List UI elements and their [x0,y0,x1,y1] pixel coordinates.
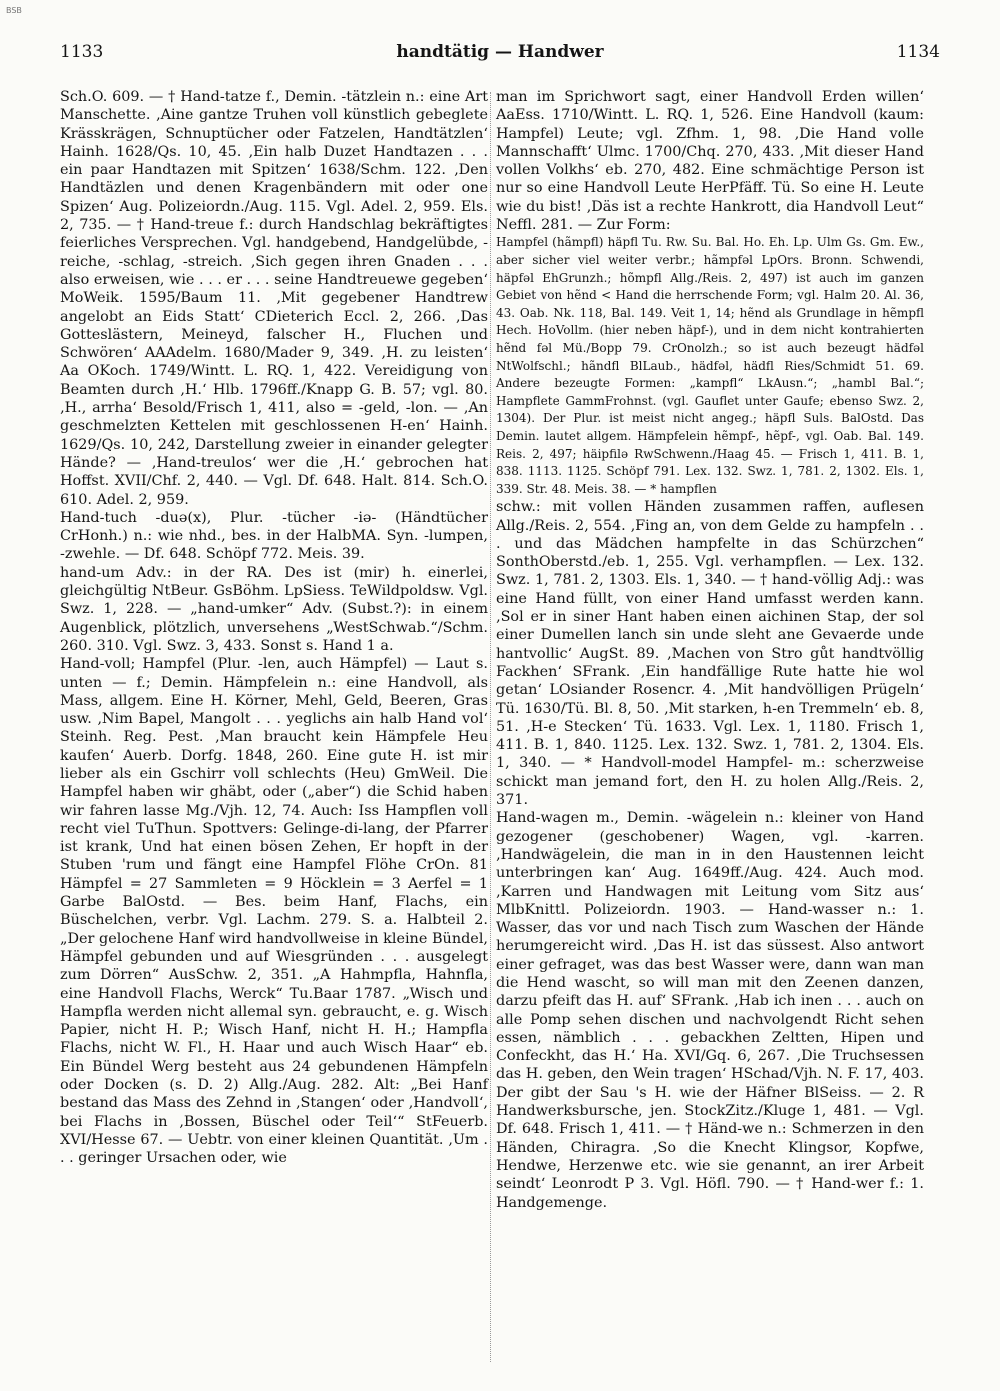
column-divider [490,92,491,1362]
right-page-number: 1134 [896,42,940,62]
page-header [60,42,940,72]
entry-hand-um: hand-um Adv.: in der RA. Des ist (mir) h. einerlei, gleichgültig NtBeur. GsBöhm. LpSiess. TeWildpoldsw. Vgl. Swz. 1, 228. — „hand-umker“ Adv. (Subst.?): in einem Augenblick, plötzlich, unversehens „WestSchwab.“/Schm. 260. 310. Vgl. Swz. 3, 433. Sonst s. Hand 1 a. [60,564,488,654]
library-stamp: BSB [6,6,22,15]
running-head: handtätig — Handwer [396,42,604,62]
right-column [496,88,924,1212]
entry-hand-voll-cont: man im Sprichwort sagt, einer Handvoll Erden willen‘ AaEss. 1710/Wintt. L. RQ. 1, 526. Eine Handvoll (kaum: Hampfel) Leute; vgl. Zfhm. 1, 98. ‚Die Hand volle Mannschafft‘ Ulmc. 1700/Chq. 270, 433. ‚Mit dieser Hand vollen Volkhs‘ eb. 270, 482. Eine schmächtige Person ist nur so eine Handvoll Leute HerPfäff. Tü. So eine H. Leute wie du bist! ‚Däs ist a rechte Hankrott, dia Handvoll Leut“ Neffl. 281. — Zur Form: [496,89,924,234]
form-notes: Hampfel (hãmpfl) häpfl Tu. Rw. Su. Bal. Ho. Eh. Lp. Ulm Gs. Gm. Ew., aber sicher viel weiter verbr.; hãmpfəl LpOrs. Bronn. Schwendi, häpfəl EhGrunzh.; hõmpfl Allg./Reis. 2, 497) ist auch im ganzen Gebiet von hẽnd < Hand die herrschende Form; vgl. Halm 20. Al. 36, 43. Oab. Nk. 118, Bal. 149. Veit 1, 14; hẽnd als Grundlage in hẽmpfl Hech. HoVollm. (hier neben häpf-), und in dem nicht kontrahierten hẽnd fəl Mü./Bopp 79. CrOnolzh.; so ist auch bezeugt hädfəl NtWolfschl.; hãndfl BlLaub., hädfəl, hädfl Ries/Schmidt 51. 69. Andere bezeugte Formen: „kampfl“ LkAusn.“; „hambl Bal.“; Hampflete GammFrohnst. (vgl. Gauflet unter Gaufe; ebenso Swz. 2, 1304). Der Plur. ist meist nicht angeg.; häpfl Suls. BalOstd. Das Demin. lautet allgem. Hämpfelein hẽmpf-, hẽpf-, vgl. Oab. Bal. 149. Reis. 2, 497; häipfilə RwSchwenn./Haag 45. — Frisch 1, 411. B. 1, 838. 1113. 1125. Schöpf 791. Lex. 132. Swz. 1, 781. 2, 1302. Els. 1, 339. Str. 48. Meis. 38. — * hampflen [496,235,924,496]
left-page-number: 1133 [60,42,104,62]
entry-hand-wagen: Hand-wagen m., Demin. -wägelein n.: kleiner von Hand gezogener (geschobener) Wagen, vgl. -karren. ‚Handwägelein, die man in in den Haustennen leicht unterbringen kan‘ Aug. 1649ff./Aug. 424. Auch mod. ‚Karren und Handwagen mit Leitung vom Sitz aus‘ MlbKnittl. Polizeiordn. 1903. — Hand-wasser n.: 1. Wasser, das vor und nach Tisch zum Waschen der Hände herumgereicht wird. ‚Das H. ist das süssest. Also antwort einer gefraget, was das best Wasser were, dann wan man die Hend wascht, so will man mit den Zeenen danzen, darzu pfeift das H. auf‘ SFrank. ‚Hab ich inen . . . auch on alle Pomp sehen dischen und nachvolgendt Richt sehen essen, nämblich . . . gebackhen Zeltten, Hipen und Confeckht, das H.‘ Ha. XVI/Gq. 6, 267. ‚Die Truchsessen das H. geben, den Wein tragen‘ HSchad/Vjh. N. F. 17, 403. Der gibt der Sau 's H. wie der Häfner BlSeiss. — 2. R Handwerksbursche, jen. StockZitz./Kluge 1, 481. — Vgl. Df. 648. Frisch 1, 411. — † Händ-we n.: Schmerzen in den Händen, Chiragra. ‚So die Knecht Klingsor, Kopfwe, Hendwe, Herzenwe etc. wie sie genannt, an irer Arbeit seindt‘ Leonrodt P 3. Vgl. Höfl. 790. — † Hand-wer f.: 1. Handgemenge. [496,810,924,1211]
left-column [60,88,488,1168]
entry-hampflen: schw.: mit vollen Händen zusammen raffen, auflesen Allg./Reis. 2, 554. ‚Fing an, von dem Gelde zu hampfeln . . . und das Mädchen hampfelte in das Schürzchen“ SonthOberstd./eb. 1, 255. Vgl. verhampflen. — Lex. 132. Swz. 1, 781. 2, 1303. Els. 1, 340. — † hand-völlig Adj.: was eine Hand füllt, von einer Hand umfasst werden kann. ‚Sol er in siner Hant haben einen aichinen Stap, der sol einer Dumellen lanch sin unde sleht ane Gevaerde unde hantvollic‘ AugSt. 89. ‚Machen von Stro gůt handtvöllig Fackhen‘ SFrank. ‚Ein handfällige Rute hatte hie wol getan‘ LOsiander Rosencr. 4. ‚Mit handvölligen Prügeln‘ Tü. 1630/Tü. Bl. 8, 50. ‚Mit starken, h-en Tremmeln‘ eb. 8, 51. ‚H-e Stecken‘ Tü. 1633. Vgl. Lex. 1, 1180. Frisch 1, 411. B. 1, 840. 1125. Lex. 132. Swz. 1, 781. 2, 1304. Els. 1, 340. — * Handvoll-model Hampfel- m.: scherzweise schickt man jemand fort, den H. zu holen Allg./Reis. 2, 371. [496,499,924,809]
entry-hand-tuch: Hand-tuch -duə(x), Plur. -tücher -iə- (Händtücher CrHonh.) n.: wie nhd., bes. in der HalbMA. Syn. -lumpen, -zwehle. — Df. 648. Schöpf 772. Meis. 39. [60,509,488,563]
entry-hand-voll: Hand-voll; Hampfel (Plur. -len, auch Hämpfel) — Laut s. unten — f.; Demin. Hämpfelein n.: eine Handvoll, als Mass, allgem. Eine H. Körner, Mehl, Geld, Beeren, Gras usw. ‚Nim Bapel, Mangolt . . . yeglichs ain halb Hand vol‘ Steinh. Reg. Pest. ‚Man braucht kein Hämpfele Heu kaufen‘ Auerb. Dorfg. 1848, 260. Eine gute H. ist mir lieber als ein Gschirr voll schlechts (Heu) GmWeil. Die Hampfel haben wir ghäbt, oder („aber“) die Schid haben wir fahren lasse Mg./Vjh. 12, 74. Auch: Iss Hampflen voll recht viel TuThun. Spottvers: Gelinge-di-lang, der Pfarrer ist krank, Und hat einen bösen Zehen, Er hopft in der Stuben 'rum und fängt eine Hampfel Flöhe CrOn. 81 Hämpfel = 27 Sammleten = 9 Höcklein = 3 Aerfel = 1 Garbe BalOstd. — Bes. beim Hanf, Flachs, ein Büschelchen, verbr. Vgl. Lachm. 279. S. a. Halbteil 2. „Der gelochene Hanf wird handvollweise in kleine Bündel, Hämpfel gebunden und auf Wiesgründen . . . ausgelegt zum Dörren“ AusSchw. 2, 351. „A Hahmpfla, Hahnfla, eine Handvoll Flachs, Werck“ Tu.Baar 1787. „Wisch und Hampfla werden nicht allemal syn. gebraucht, e. g. Wisch Papier, nicht H. P.; Wisch Hanf, nicht H. H.; Hampfla Flachs, nicht W. Fl., H. Haar und auch Wisch Haar“ eb. Ein Bündel Werg besteht aus 24 gebundenen Hämpfeln oder Docken (s. D. 2) Allg./Aug. 282. Alt: „Bei Hanf bestand das Mass des Zehnd in ‚Stangen‘ oder ‚Handvoll‘, bei Flachs in ‚Bossen, Büschel oder Teil‘“ StFeuerb. XVI/Hesse 67. — Uebtr. von einer kleinen Quantität. ‚Um . . . geringer Ursachen oder, wie [60,656,488,1167]
entry-hand-tatze: Sch.O. 609. — † Hand-tatze f., Demin. -tätzlein n.: eine Art Manschette. ‚Aine gantze Truhen voll künstlich gebeglete Krässkrägen, Schnuptücher oder Fatzelen, Handtätzlen‘ Hainh. 1628/Qs. 10, 45. ‚Ein halb Duzet Handtazen . . . ein paar Handtazen mit Spitzen‘ 1638/Schm. 122. ‚Den Handtäzlen und denen Kragenbändern mit oder one Spizen‘ Aug. Polizeiordn./Aug. 115. Vgl. Adel. 2, 959. Els. 2, 735. — † Hand-treue f.: durch Handschlag bekräftigtes feierliches Versprechen. Vgl. handgebend, Handgelübde, -reiche, -schlag, -streich. ‚Sich gegen ihren Gnaden . . . also erweisen, wie . . . er . . . seine Handtreuewe gegeben‘ MoWeik. 1595/Baum 11. ‚Mit gegebener Handtrew angelobt an Eids Statt‘ CDieterich Eccl. 2, 266. ‚Das Gotteslästern, Meineyd, falscher H., Fluchen und Schwören‘ AAAdelm. 1680/Mader 9, 349. ‚H. zu leisten‘ Aa OKoch. 1749/Wintt. L. RQ. 1, 422. Vereidigung von Beamten durch ‚H.‘ Hlb. 1796ff./Knapp G. B. 57; vgl. 80. ‚H., arrha‘ Besold/Frisch 1, 411, also = -geld, -lon. — ‚An geschmelzten Kettelen mit geschlossenen H-en‘ Hainh. 1629/Qs. 10, 242, Darstellung zweier in einander gelegter Hände? — ‚Hand-treulos‘ wer die ‚H.‘ gebrochen hat Hoffst. XVII/Chf. 2, 440. — Vgl. Df. 648. Halt. 814. Sch.O. 610. Adel. 2, 959. [60,89,488,508]
